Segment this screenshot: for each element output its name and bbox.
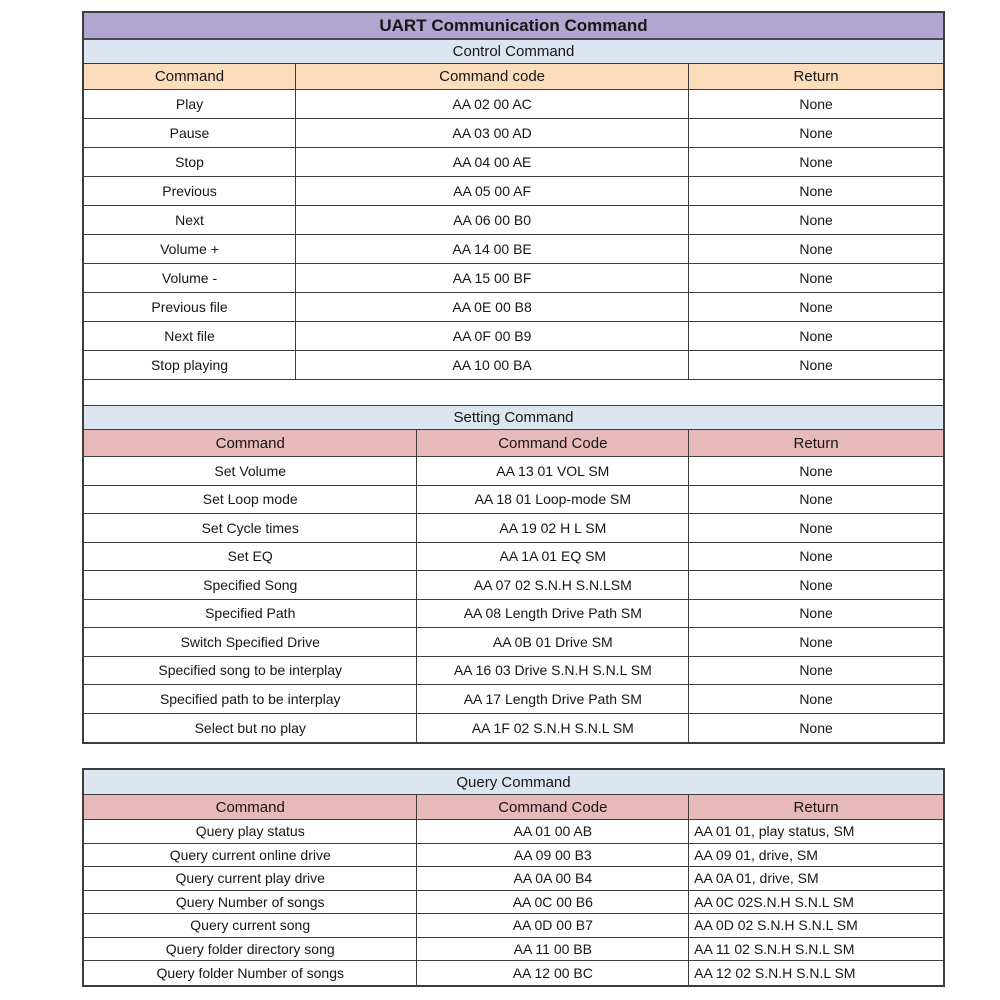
column-header: Command — [84, 795, 417, 820]
table-row — [84, 322, 943, 351]
return-cell: AA 12 02 S.N.H S.N.L SM — [694, 964, 856, 981]
command-cell: Switch Specified Drive — [84, 628, 417, 657]
return-cell: None — [799, 719, 833, 736]
command-cell: Volume - — [84, 264, 296, 293]
return-cell: None — [689, 571, 943, 600]
return-cell: None — [689, 206, 943, 235]
column-header: Command code — [296, 64, 689, 90]
column-header: Command Code — [417, 795, 689, 820]
column-header: Command Code — [417, 430, 689, 457]
table-row — [84, 177, 943, 206]
table-row — [84, 119, 943, 148]
table-row — [84, 938, 943, 962]
code-cell: AA 14 00 BE — [296, 235, 689, 264]
command-cell: Volume + — [84, 235, 296, 264]
column-header: Return — [689, 430, 943, 457]
control-and-setting-tables — [82, 11, 945, 744]
return-cell: None — [689, 177, 943, 206]
return-cell: None — [689, 685, 943, 714]
setting-command-section — [84, 406, 943, 742]
query-table — [82, 768, 945, 987]
return-cell: None — [689, 543, 943, 572]
command-cell: Query folder Number of songs — [84, 961, 417, 985]
header-row — [84, 430, 943, 457]
command-cell: Query current song — [84, 914, 417, 938]
table-row — [84, 891, 943, 915]
command-cell: Query play status — [84, 820, 417, 844]
code-cell: AA 07 02 S.N.H S.N.LSM — [417, 571, 689, 600]
return-cell: None — [689, 600, 943, 629]
command-cell: Set Cycle times — [84, 514, 417, 543]
return-cell: None — [689, 457, 943, 486]
code-cell: AA 09 00 B3 — [417, 844, 689, 868]
command-cell: Query current online drive — [84, 844, 417, 868]
section-title: Control Command — [84, 40, 943, 64]
return-cell: None — [689, 486, 943, 515]
section-title: Setting Command — [84, 406, 943, 430]
table-row — [84, 206, 943, 235]
return-cell: None — [689, 148, 943, 177]
command-cell: Set EQ — [84, 543, 417, 572]
header-row — [84, 795, 943, 820]
command-cell: Previous — [84, 177, 296, 206]
code-cell: AA 12 00 BC — [417, 961, 689, 985]
table-row — [84, 514, 943, 543]
code-cell: AA 0B 01 Drive SM — [417, 628, 689, 657]
command-cell: Set Loop mode — [84, 486, 417, 515]
table-row — [84, 961, 943, 985]
table-row — [84, 685, 943, 714]
command-cell: Stop playing — [84, 351, 296, 380]
command-cell: Query Number of songs — [84, 891, 417, 915]
return-cell: None — [689, 322, 943, 351]
return-cell: None — [689, 514, 943, 543]
return-cell: AA 0D 02 S.N.H S.N.L SM — [689, 914, 943, 938]
return-cell: AA 11 02 S.N.H S.N.L SM — [689, 938, 943, 962]
table-row — [84, 867, 943, 891]
table-row — [84, 486, 943, 515]
return-cell: AA 09 01, drive, SM — [689, 844, 943, 868]
table-row — [84, 714, 943, 743]
table-row — [84, 293, 943, 322]
table-row — [84, 148, 943, 177]
code-cell: AA 10 00 BA — [296, 351, 689, 380]
code-cell: AA 18 01 Loop-mode SM — [417, 486, 689, 515]
return-cell: AA 0A 01, drive, SM — [689, 867, 943, 891]
table-row — [84, 628, 943, 657]
code-cell: AA 03 00 AD — [296, 119, 689, 148]
table-gap — [82, 744, 945, 768]
table-row — [84, 351, 943, 380]
code-cell: AA 19 02 H L SM — [417, 514, 689, 543]
return-cell: None — [689, 293, 943, 322]
table-row — [84, 914, 943, 938]
code-cell: AA 15 00 BF — [296, 264, 689, 293]
empty-row — [84, 380, 943, 406]
section-title: Query Command — [84, 770, 943, 795]
table-row — [84, 235, 943, 264]
code-cell: AA 13 01 VOL SM — [417, 457, 689, 486]
code-cell: AA 0F 00 B9 — [296, 322, 689, 351]
column-header: Return — [689, 64, 943, 90]
return-cell: AA 01 01, play status, SM — [689, 820, 943, 844]
code-cell: AA 04 00 AE — [296, 148, 689, 177]
table-row — [84, 844, 943, 868]
table-row — [84, 600, 943, 629]
code-cell: AA 1A 01 EQ SM — [417, 543, 689, 572]
code-cell: AA 08 Length Drive Path SM — [417, 600, 689, 629]
table-row — [84, 657, 943, 686]
table-row — [84, 571, 943, 600]
command-cell: Pause — [84, 119, 296, 148]
command-cell: Query current play drive — [84, 867, 417, 891]
code-cell: AA 1F 02 S.N.H S.N.L SM — [417, 714, 689, 743]
column-header: Command — [84, 64, 296, 90]
return-cell: None — [689, 90, 943, 119]
table-row — [84, 90, 943, 119]
page-title: UART Communication Command — [84, 13, 943, 40]
control-command-section — [84, 40, 943, 406]
table-row — [84, 264, 943, 293]
command-cell: Specified Song — [84, 571, 417, 600]
column-header: Command — [84, 430, 417, 457]
uart-command-sheet — [82, 11, 945, 987]
command-cell: Specified Path — [84, 600, 417, 629]
code-cell: AA 0E 00 B8 — [296, 293, 689, 322]
code-cell: AA 0D 00 B7 — [417, 914, 689, 938]
command-cell: Next file — [84, 322, 296, 351]
table-row — [84, 820, 943, 844]
command-cell: Next — [84, 206, 296, 235]
code-cell: AA 0C 00 B6 — [417, 891, 689, 915]
return-cell: None — [689, 351, 943, 380]
code-cell: AA 06 00 B0 — [296, 206, 689, 235]
query-command-section — [84, 770, 943, 985]
command-cell: Stop — [84, 148, 296, 177]
code-cell: AA 0A 00 B4 — [417, 867, 689, 891]
command-cell: Previous file — [84, 293, 296, 322]
code-cell: AA 16 03 Drive S.N.H S.N.L SM — [417, 657, 689, 686]
command-cell: Query folder directory song — [84, 938, 417, 962]
code-cell: AA 01 00 AB — [417, 820, 689, 844]
table-row — [84, 543, 943, 572]
command-cell: Specified song to be interplay — [84, 657, 417, 686]
return-cell: None — [689, 264, 943, 293]
return-cell: None — [689, 657, 943, 686]
command-cell: Play — [84, 90, 296, 119]
code-cell: AA 02 00 AC — [296, 90, 689, 119]
return-cell: None — [689, 628, 943, 657]
table-row — [84, 457, 943, 486]
command-cell: Select but no play — [84, 714, 417, 743]
header-row — [84, 64, 943, 90]
code-cell: AA 11 00 BB — [417, 938, 689, 962]
code-cell: AA 17 Length Drive Path SM — [417, 685, 689, 714]
return-cell: AA 0C 02S.N.H S.N.L SM — [689, 891, 943, 915]
return-cell: None — [689, 119, 943, 148]
return-cell: None — [689, 235, 943, 264]
command-cell: Specified path to be interplay — [84, 685, 417, 714]
code-cell: AA 05 00 AF — [296, 177, 689, 206]
command-cell: Set Volume — [84, 457, 417, 486]
column-header: Return — [689, 795, 943, 820]
